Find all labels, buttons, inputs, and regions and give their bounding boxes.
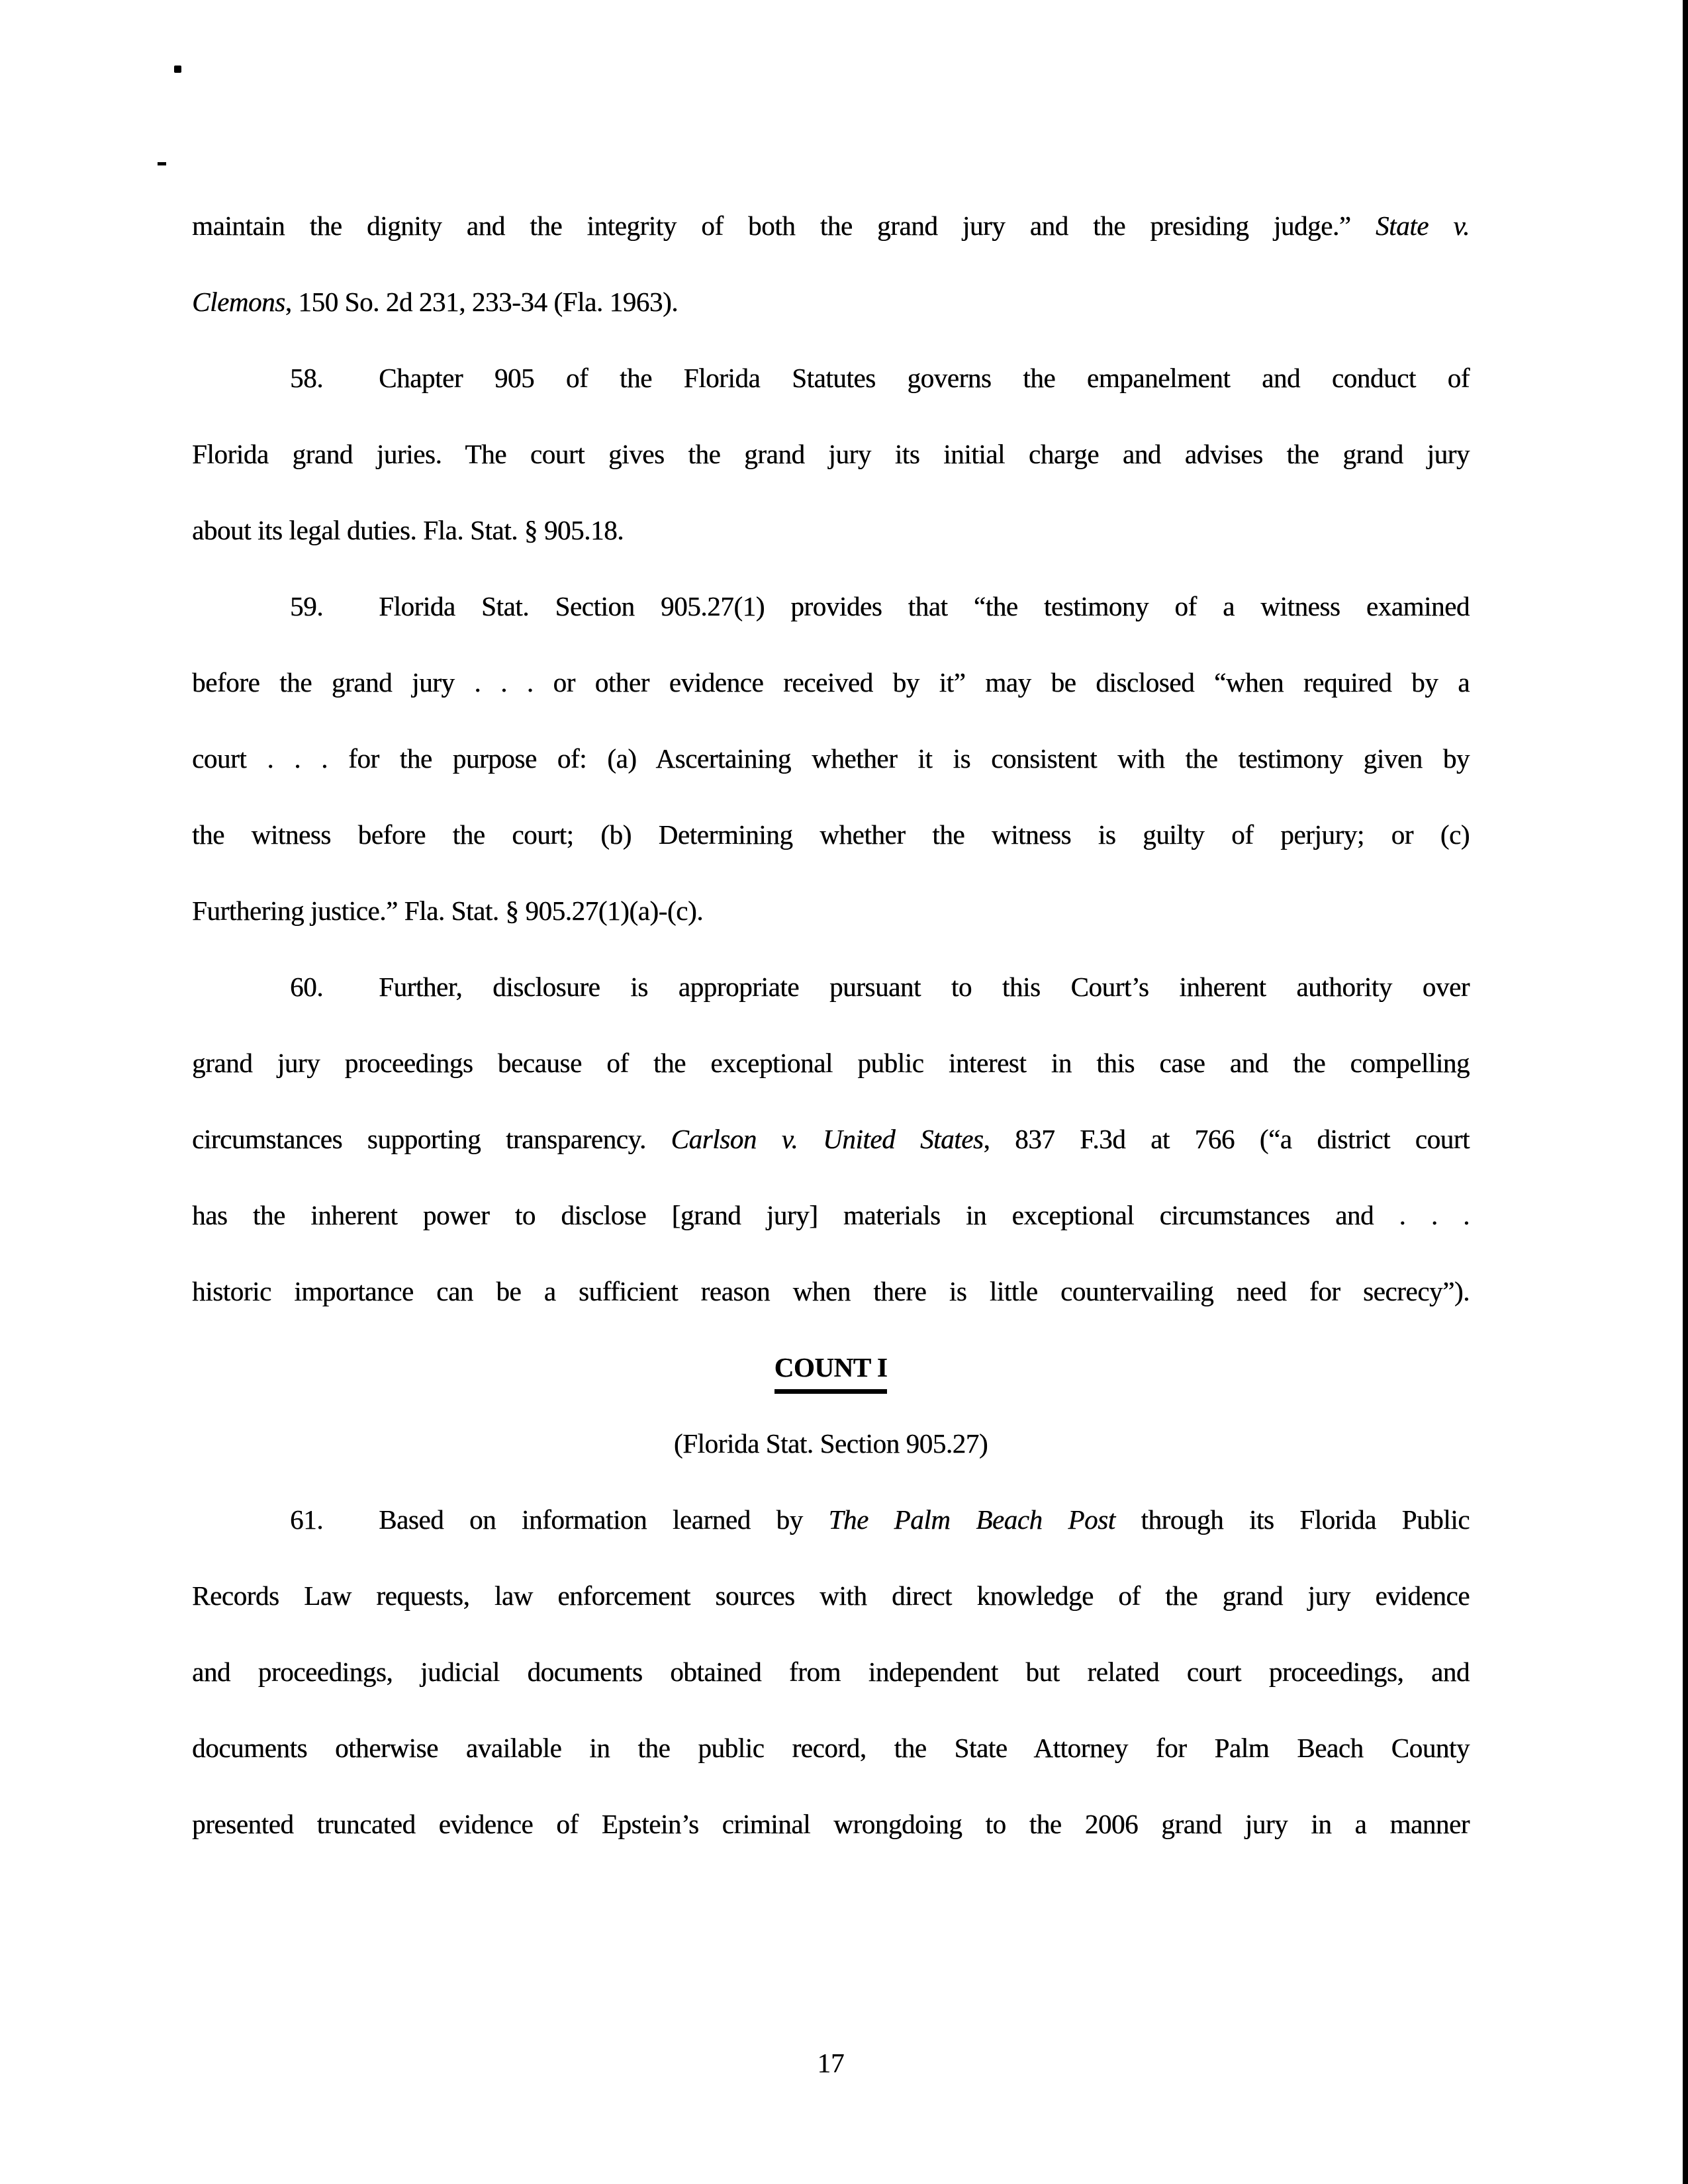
text-line xyxy=(192,1482,1470,1558)
text-segment: documents otherwise available in the public record, the State Attorney for Palm Beach County xyxy=(192,1733,1470,1763)
text-segment: Furthering justice.” Fla. Stat. § 905.27(1)(a)-(c). xyxy=(192,895,704,926)
text-line xyxy=(192,1025,1470,1101)
paragraph-number: 61. xyxy=(290,1504,324,1535)
text-segment: , 837 F.3d at 766 (“a district court xyxy=(983,1124,1470,1154)
scan-speck-dot xyxy=(174,66,181,73)
paragraph-number: 59. xyxy=(290,591,324,621)
text-line xyxy=(192,492,1470,569)
text-line xyxy=(192,721,1470,797)
text-line xyxy=(192,188,1470,264)
text-segment: Chapter 905 of the Florida Statutes governs the empanelment and conduct of xyxy=(379,363,1470,393)
scan-speck-dash xyxy=(158,162,166,165)
text-line xyxy=(192,949,1470,1025)
text-line xyxy=(192,1710,1470,1786)
text-line xyxy=(192,416,1470,492)
text-segment: maintain the dignity and the integrity of both the grand jury and the presiding judge.” xyxy=(192,210,1376,241)
text-line xyxy=(192,264,1470,340)
text-line xyxy=(192,569,1470,645)
text-line xyxy=(192,1786,1470,1862)
text-segment: Florida grand juries. The court gives the grand jury its initial charge and advises the grand jury xyxy=(192,439,1470,469)
text-segment: Further, disclosure is appropriate pursuant to this Court’s inherent authority over xyxy=(379,972,1470,1002)
text-segment: , 150 So. 2d 231, 233-34 (Fla. 1963). xyxy=(285,287,679,317)
italic-text-segment: State v. xyxy=(1376,210,1470,241)
text-segment: and proceedings, judicial documents obtained from independent but related court proceedings, and xyxy=(192,1657,1470,1687)
text-segment: court . . . for the purpose of: (a) Ascertaining whether it is consistent with the testimony given by xyxy=(192,743,1470,774)
text-line xyxy=(192,1558,1470,1634)
count-heading xyxy=(192,1330,1470,1406)
text-line xyxy=(192,873,1470,949)
text-line xyxy=(192,1101,1470,1177)
text-segment: the witness before the court; (b) Determining whether the witness is guilty of perjury; or (c) xyxy=(192,819,1470,850)
text-segment: Records Law requests, law enforcement sources with direct knowledge of the grand jury evidence xyxy=(192,1580,1470,1611)
italic-text-segment: The Palm Beach Post xyxy=(828,1504,1115,1535)
italic-text-segment: Clemons xyxy=(192,287,285,317)
text-line xyxy=(192,1177,1470,1253)
text-segment: about its legal duties. Fla. Stat. § 905.18. xyxy=(192,515,624,545)
document-body xyxy=(192,188,1470,1862)
text-line xyxy=(192,645,1470,721)
paragraph-number: 58. xyxy=(290,363,324,393)
text-segment: before the grand jury . . . or other evidence received by it” may be disclosed “when required by a xyxy=(192,667,1470,698)
text-segment: historic importance can be a sufficient reason when there is little countervailing need for secrecy”). xyxy=(192,1276,1470,1306)
paragraph-number: 60. xyxy=(290,972,324,1002)
text-segment: circumstances supporting transparency. xyxy=(192,1124,671,1154)
count-heading-text: COUNT I xyxy=(774,1347,888,1394)
text-line xyxy=(192,1253,1470,1330)
text-segment: Based on information learned by xyxy=(379,1504,829,1535)
text-segment: presented truncated evidence of Epstein’s criminal wrongdoing to the 2006 grand jury in a manner xyxy=(192,1809,1470,1839)
scan-edge-artifact xyxy=(1683,0,1688,2184)
count-subheading: (Florida Stat. Section 905.27) xyxy=(673,1428,988,1459)
text-segment: has the inherent power to disclose [grand jury] materials in exceptional circumstances and . . . xyxy=(192,1200,1470,1230)
italic-text-segment: Carlson v. United States xyxy=(671,1124,984,1154)
text-segment: grand jury proceedings because of the exceptional public interest in this case and the compelling xyxy=(192,1048,1470,1078)
text-segment: through its Florida Public xyxy=(1115,1504,1470,1535)
text-line xyxy=(192,340,1470,416)
text-line xyxy=(192,797,1470,873)
text-line xyxy=(192,1634,1470,1710)
text-segment: Florida Stat. Section 905.27(1) provides that “the testimony of a witness examined xyxy=(379,591,1470,621)
page-number: 17 xyxy=(817,2048,845,2078)
